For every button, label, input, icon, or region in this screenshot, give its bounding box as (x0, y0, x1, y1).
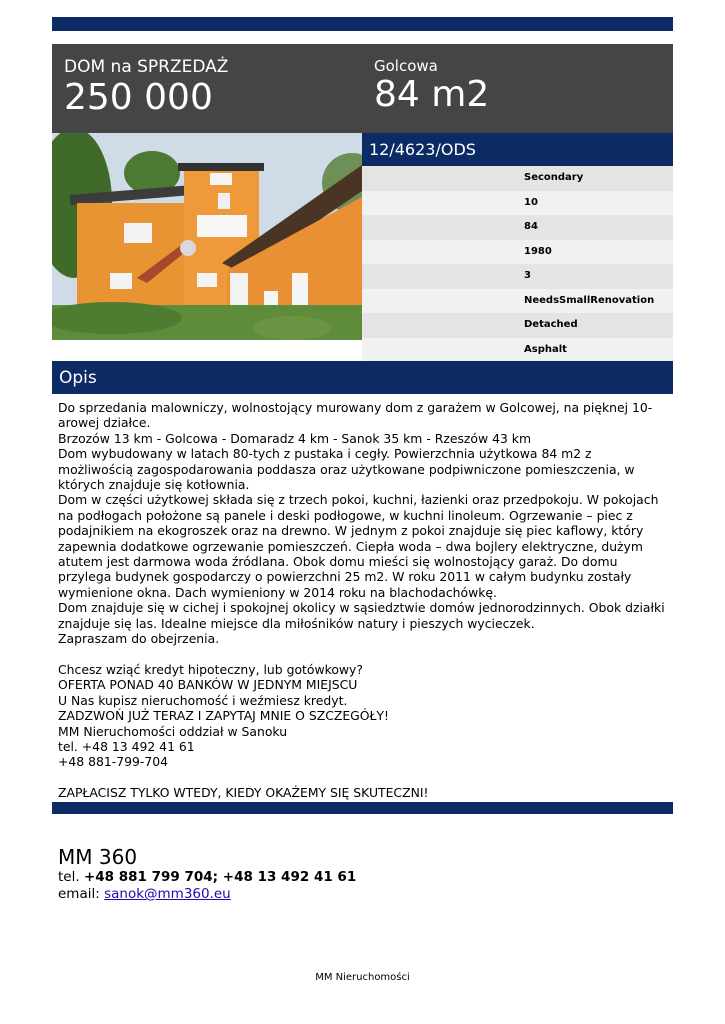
property-details (362, 166, 673, 362)
top-accent-bar (52, 17, 673, 31)
description-line: MM Nieruchomości oddział w Sanoku (58, 723, 288, 739)
description-line: Dom znajduje się w cichej i spokojnej okolicy w sąsiedztwie domów jednorodzinnych. Obok działki znajduje się las. Idealne miejsce dla miłośników natury i pieszych wycieczek. (58, 600, 665, 631)
phone-numbers: +48 881 799 704; +48 13 492 41 61 (83, 869, 357, 885)
reference-bar (362, 133, 673, 166)
description-line: ZADZWOŃ JUŻ TERAZ I ZAPYTAJ MNIE O SZCZEGÓŁY! (58, 708, 390, 724)
price: 250 000 (64, 77, 213, 118)
description-line: tel. +48 13 492 41 61 (58, 738, 195, 754)
footer-text: MM Nieruchomości (315, 972, 410, 983)
house-photo (52, 133, 362, 340)
description-line: Chcesz wziąć kredyt hipoteczny, lub gotówkowy? (58, 661, 363, 677)
property-row (362, 289, 673, 314)
spacer (58, 770, 670, 785)
description-line: Brzozów 13 km - Golcowa - Domaradz 4 km - Sanok 35 km - Rzeszów 43 km (58, 430, 532, 446)
property-row (362, 313, 673, 338)
description-body (58, 400, 670, 801)
property-value: 1980 (524, 245, 552, 257)
spacer (58, 647, 670, 662)
property-value: NeedsSmallRenovation (524, 294, 655, 306)
property-value: 10 (524, 196, 538, 208)
property-row (362, 215, 673, 240)
property-value: 84 (524, 221, 538, 232)
property-value: Detached (524, 319, 578, 330)
property-row (362, 240, 673, 265)
description-closing: ZAPŁACISZ TYLKO WTEDY, KIEDY OKAŻEMY SIĘ SKUTECZNI! (58, 785, 429, 801)
email-line (58, 886, 356, 903)
phone-label: tel. (58, 869, 84, 885)
description-line: Do sprzedania malowniczy, wolnostojący murowany dom z garażem w Golcowej, na pięknej 10-arowej działce. (58, 400, 653, 431)
contact-block (58, 845, 356, 903)
phone-line (58, 869, 356, 886)
description-line: OFERTA PONAD 40 BANKÓW W JEDNYM MIEJSCU (58, 677, 358, 693)
property-row (362, 338, 673, 363)
email-link[interactable]: sanok@mm360.eu (104, 886, 231, 902)
reference-number: 12/4623/ODS (369, 140, 476, 159)
description-line: U Nas kupisz nieruchomość i weźmiesz kredyt. (58, 692, 348, 708)
listing-type: DOM na SPRZEDAŻ (64, 57, 229, 77)
property-value: 3 (524, 270, 531, 281)
property-row (362, 191, 673, 216)
property-value: Asphalt (524, 343, 567, 355)
description-heading-bar (52, 361, 673, 394)
agency-name: MM 360 (58, 845, 138, 869)
description-line: Zapraszam do obejrzenia. (58, 631, 220, 647)
area: 84 m2 (374, 74, 490, 115)
property-row (362, 166, 673, 191)
property-value: Secondary (524, 172, 584, 183)
property-row (362, 264, 673, 289)
description-heading: Opis (59, 368, 97, 388)
location: Golcowa (374, 57, 438, 75)
description-line: Dom wybudowany w latach 80-tych z pustaka i cegły. Powierzchnia użytkowa 84 m2 z możliwością zagospodarowania poddasza oraz użytkowane podpiwniczone pomieszczenia, w których znajduje się kotłownia. (58, 446, 635, 493)
description-line: +48 881-799-704 (58, 754, 168, 770)
email-label: email: (58, 886, 105, 902)
description-line: Dom w części użytkowej składa się z trzech pokoi, kuchni, łazienki oraz przedpokoju. W pokojach na podłogach położone są panele i deski podłogowe, w kuchni linoleum. Ogrzewanie – piec z podajnikiem na ekogroszek oraz na drewno. W jednym z pokoi znajduje się piec kaflowy, który zapewnia dodatkowe ogrzewanie pomieszczeń. Ciepła woda – dwa bojlery elektryczne, dużym atutem jest darmowa woda źródlana. Obok domu mieści się wolnostojący garaż. Do domu przylega budynek gospodarczy o powierzchni 25 m2. W roku 2011 w całym budynku zostały wymienione okna. Dach wymieniony w 2014 roku na blachodachówkę. (58, 492, 659, 600)
bottom-accent-bar (52, 802, 673, 814)
listing-header (52, 44, 673, 133)
